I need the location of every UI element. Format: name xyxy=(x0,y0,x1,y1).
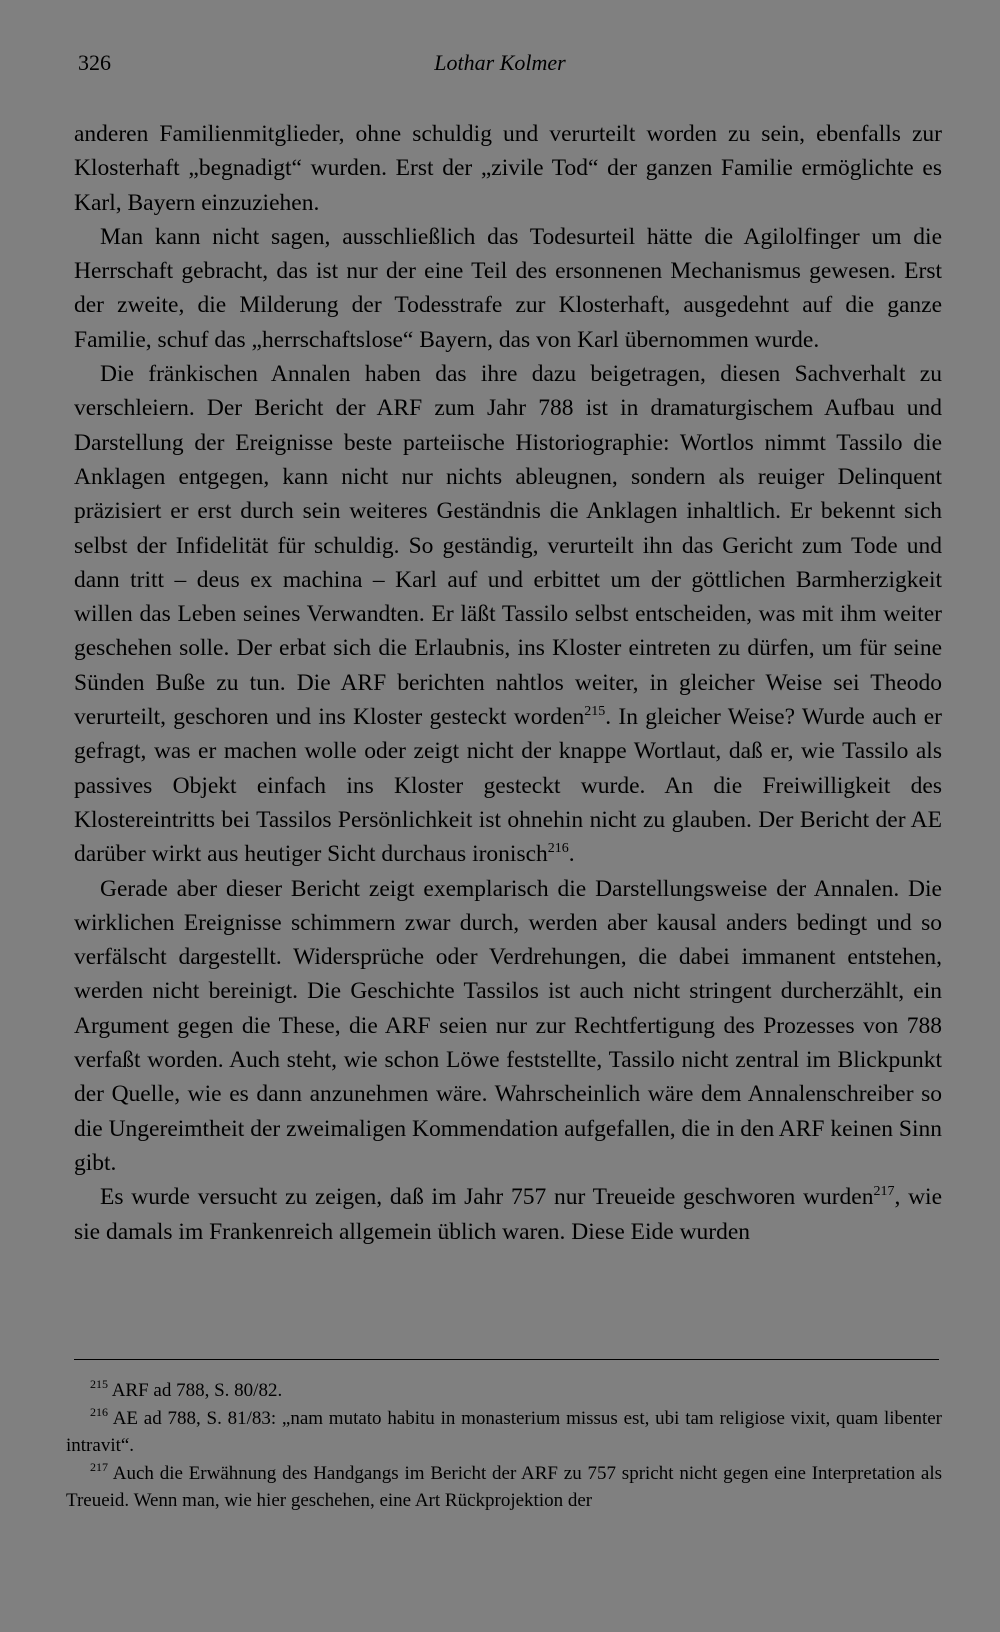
page-header xyxy=(0,50,1000,84)
footnote-216 xyxy=(66,1405,942,1460)
footnote-ref-217: 217 xyxy=(873,1184,895,1200)
paragraph-5 xyxy=(74,1180,942,1249)
paragraph-3-part-b: . In gleicher Weise? Wurde auch er gefragt, was er machen wolle oder zeigt nicht der knappe Wortlaut, daß er, wie Tassilo als passives Objekt einfach ins Kloster gesteckt wurde. An die Freiwilligkeit des Klostereintritts bei Tassilos Persönlichkeit ist ohnehin nicht zu glauben. Der Bericht der AE darüber wirkt aus heutiger Sicht durchaus ironisch xyxy=(74,704,942,868)
paragraph-5-part-b: , wie sie damals im Frankenreich allgemein üblich waren. Diese Eide wurden xyxy=(74,1184,942,1245)
footnote-215 xyxy=(66,1377,942,1405)
footnote-217 xyxy=(66,1460,942,1515)
footnote-text: Auch die Erwähnung des Handgangs im Bericht der ARF zu 757 spricht nicht gegen eine Interpretation als Treueid. Wenn man, wie hier geschehen, eine Art Rückprojektion der xyxy=(66,1462,942,1511)
paragraph-4: Gerade aber dieser Bericht zeigt exemplarisch die Darstellungsweise der Annalen. Die wirklichen Ereignisse schimmern zwar durch, werden aber kausal anders bedingt und so verfälscht dargestellt. Widersprüche oder Verdrehungen, die dabei immanent entstehen, werden nicht bereinigt. Die Geschichte Tassilos ist auch nicht stringent durcherzählt, ein Argument gegen die These, die ARF seien nur zur Rechtfertigung des Prozesses von 788 verfaßt worden. Auch steht, wie schon Löwe feststellte, Tassilo nicht zentral im Blickpunkt der Quelle, wie es dann anzunehmen wäre. Wahrscheinlich wäre dem Annalenschreiber so die Ungereimtheit der zweimaligen Kommendation aufgefallen, die in den ARF keinen Sinn gibt. xyxy=(74,875,942,1176)
paragraph-5-part-a: Es wurde versucht zu zeigen, daß im Jahr 757 nur Treueide geschworen wurden xyxy=(100,1184,874,1211)
footnote-number: 217 xyxy=(90,1459,108,1474)
footnote-ref-215: 215 xyxy=(584,704,606,720)
footnote-separator xyxy=(74,1359,939,1360)
paragraph-2: Man kann nicht sagen, ausschließlich das Todesurteil hätte die Agilolfinger um die Herrschaft gebracht, das ist nur der eine Teil des ersonnenen Mechanismus gewesen. Erst der zweite, die Milderung der Todesstrafe zur Klosterhaft, ausgedehnt auf die ganze Familie, schuf das „herrschaftslose“ Bayern, das von Karl übernommen wurde. xyxy=(74,223,942,353)
running-head: Lothar Kolmer xyxy=(434,50,566,75)
footnotes xyxy=(66,1377,942,1515)
footnote-number: 216 xyxy=(90,1404,108,1419)
page-number: 326 xyxy=(78,50,111,75)
footnote-ref-216: 216 xyxy=(547,841,569,857)
paragraph-3-part-c: . xyxy=(568,841,575,868)
paragraph-1: anderen Familienmitglieder, ohne schuldig und verurteilt worden zu sein, ebenfalls zur Klosterhaft „begnadigt“ wurden. Erst der „zivile Tod“ der ganzen Familie ermöglichte es Karl, Bayern einzuziehen. xyxy=(74,121,942,216)
footnote-text: ARF ad 788, S. 80/82. xyxy=(108,1380,283,1401)
footnote-text: AE ad 788, S. 81/83: „nam mutato habitu in monasterium missus est, ubi tam religiose vixit, quam libenter intravit“. xyxy=(66,1407,942,1456)
paragraph-3 xyxy=(74,357,942,871)
footnote-number: 215 xyxy=(90,1377,108,1391)
body-text xyxy=(74,117,942,1249)
paragraph-3-part-a: Die fränkischen Annalen haben das ihre dazu beigetragen, diesen Sachverhalt zu verschleiern. Der Bericht der ARF zum Jahr 788 ist in dramaturgischem Aufbau und Darstellung der Ereignisse beste parteiische Historiographie: Wortlos nimmt Tassilo die Anklagen entgegen, kann nicht nur nichts ableugnen, sondern als reuiger Delinquent präzisiert er erst durch sein weiteres Geständnis die Anklagen inhaltlich. Er bekennt sich selbst der Infidelität für schuldig. So geständig, verurteilt ihn das Gericht zum Tode und dann tritt – deus ex machina – Karl auf und erbittet um der göttlichen Barmherzigkeit willen das Leben seines Verwandten. Er läßt Tassilo selbst entscheiden, was mit ihm weiter geschehen solle. Der erbat sich die Erlaubnis, ins Kloster eintreten zu dürfen, um für seine Sünden Buße zu tun. Die ARF berichten nahtlos weiter, in gleicher Weise sei Theodo verurteilt, geschoren und ins Kloster gesteckt worden xyxy=(74,361,942,731)
